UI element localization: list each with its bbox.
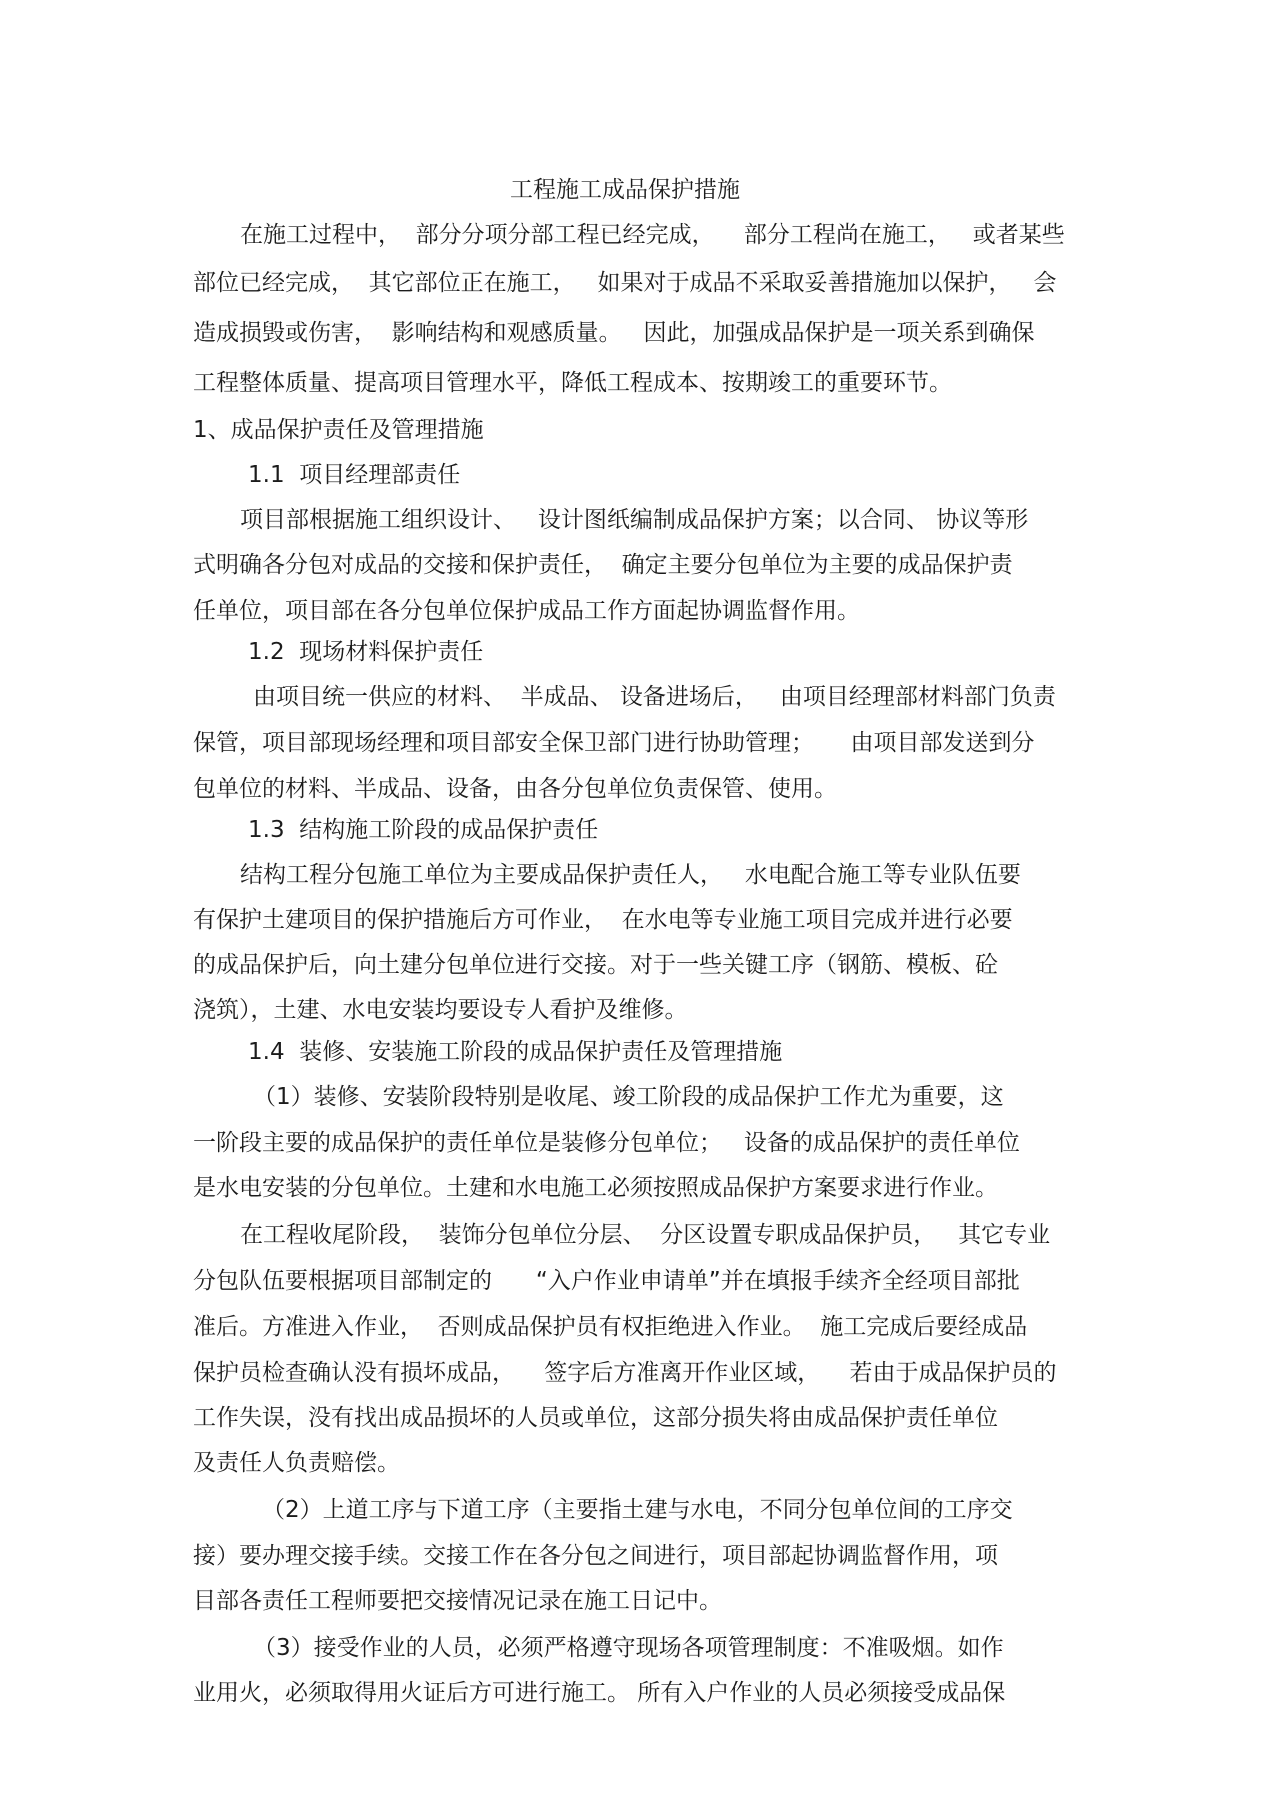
paragraph-line-5: 工作失误，没有找出成品损坏的人员或单位，这部分损失将由成品保护责任单位 <box>193 1405 998 1431</box>
section-1-4-heading: 1.4 装修、安装施工阶段的成品保护责任及管理措施 <box>248 1039 783 1065</box>
intro-line-4: 工程整体质量、提高项目管理水平，降低工程成本、按期竣工的重要环节。 <box>193 370 952 396</box>
section-1-2-heading: 1.2 现场材料保护责任 <box>248 639 484 665</box>
item-2-line-3: 目部各责任工程师要把交接情况记录在施工日记中。 <box>193 1588 722 1614</box>
section-1-heading: 1、成品保护责任及管理措施 <box>193 417 484 443</box>
document-title: 工程施工成品保护措施 <box>510 177 740 203</box>
item-3-line-1: （3）接受作业的人员，必须严格遵守现场各项管理制度：不准吸烟。如作 <box>253 1635 1004 1661</box>
item-1-line-1: （1）装修、安装阶段特别是收尾、竣工阶段的成品保护工作尤为重要，这 <box>253 1084 1004 1110</box>
section-1-3-line-4: 浇筑），土建、水电安装均要设专人看护及维修。 <box>193 997 688 1023</box>
section-1-3-line-3: 的成品保护后，向土建分包单位进行交接。对于一些关键工序（钢筋、模板、砼 <box>193 952 998 978</box>
paragraph-line-6: 及责任人负责赔偿。 <box>193 1450 400 1476</box>
paragraph-line-4: 保护员检查确认没有损坏成品， 签字后方准离开作业区域， 若由于成品保护员的 <box>193 1360 1057 1386</box>
section-1-2-line-1: 由项目统一供应的材料、 半成品、 设备进场后， 由项目经理部材料部门负责 <box>253 684 1056 710</box>
section-1-1-heading: 1.1 项目经理部责任 <box>248 462 461 488</box>
paragraph-line-2: 分包队伍要根据项目部制定的 “入户作业申请单”并在填报手续齐全经项目部批 <box>193 1268 1020 1294</box>
section-1-3-heading: 1.3 结构施工阶段的成品保护责任 <box>248 817 599 843</box>
item-1-line-3: 是水电安装的分包单位。土建和水电施工必须按照成品保护方案要求进行作业。 <box>193 1175 998 1201</box>
item-1-line-2: 一阶段主要的成品保护的责任单位是装修分包单位； 设备的成品保护的责任单位 <box>193 1130 1020 1156</box>
item-2-line-2: 接）要办理交接手续。交接工作在各分包之间进行，项目部起协调监督作用，项 <box>193 1543 998 1569</box>
section-1-3-line-1: 结构工程分包施工单位为主要成品保护责任人， 水电配合施工等专业队伍要 <box>240 862 1021 888</box>
section-1-3-line-2: 有保护土建项目的保护措施后方可作业， 在水电等专业施工项目完成并进行必要 <box>193 907 1013 933</box>
section-1-1-line-3: 任单位，项目部在各分包单位保护成品工作方面起协调监督作用。 <box>193 598 860 624</box>
intro-line-1: 在施工过程中， 部分分项分部工程已经完成， 部分工程尚在施工， 或者某些 <box>240 222 1065 248</box>
item-3-line-2: 业用火，必须取得用火证后方可进行施工。 所有入户作业的人员必须接受成品保 <box>193 1680 1006 1706</box>
intro-line-2: 部位已经完成， 其它部位正在施工， 如果对于成品不采取妥善措施加以保护， 会 <box>193 270 1057 296</box>
section-1-1-line-2: 式明确各分包对成品的交接和保护责任， 确定主要分包单位为主要的成品保护责 <box>193 552 1013 578</box>
section-1-2-line-2: 保管，项目部现场经理和项目部安全保卫部门进行协助管理； 由项目部发送到分 <box>193 730 1035 756</box>
section-1-2-line-3: 包单位的材料、半成品、设备，由各分包单位负责保管、使用。 <box>193 776 837 802</box>
paragraph-line-3: 准后。方准进入作业， 否则成品保护员有权拒绝进入作业。 施工完成后要经成品 <box>193 1314 1028 1340</box>
intro-line-3: 造成损毁或伤害， 影响结构和观感质量。 因此，加强成品保护是一项关系到确保 <box>193 320 1035 346</box>
section-1-1-line-1: 项目部根据施工组织设计、 设计图纸编制成品保护方案；以合同、 协议等形 <box>240 507 1029 533</box>
item-2-line-1: （2）上道工序与下道工序（主要指土建与水电，不同分包单位间的工序交 <box>262 1497 1013 1523</box>
paragraph-line-1: 在工程收尾阶段， 装饰分包单位分层、 分区设置专职成品保护员， 其它专业 <box>240 1222 1051 1248</box>
